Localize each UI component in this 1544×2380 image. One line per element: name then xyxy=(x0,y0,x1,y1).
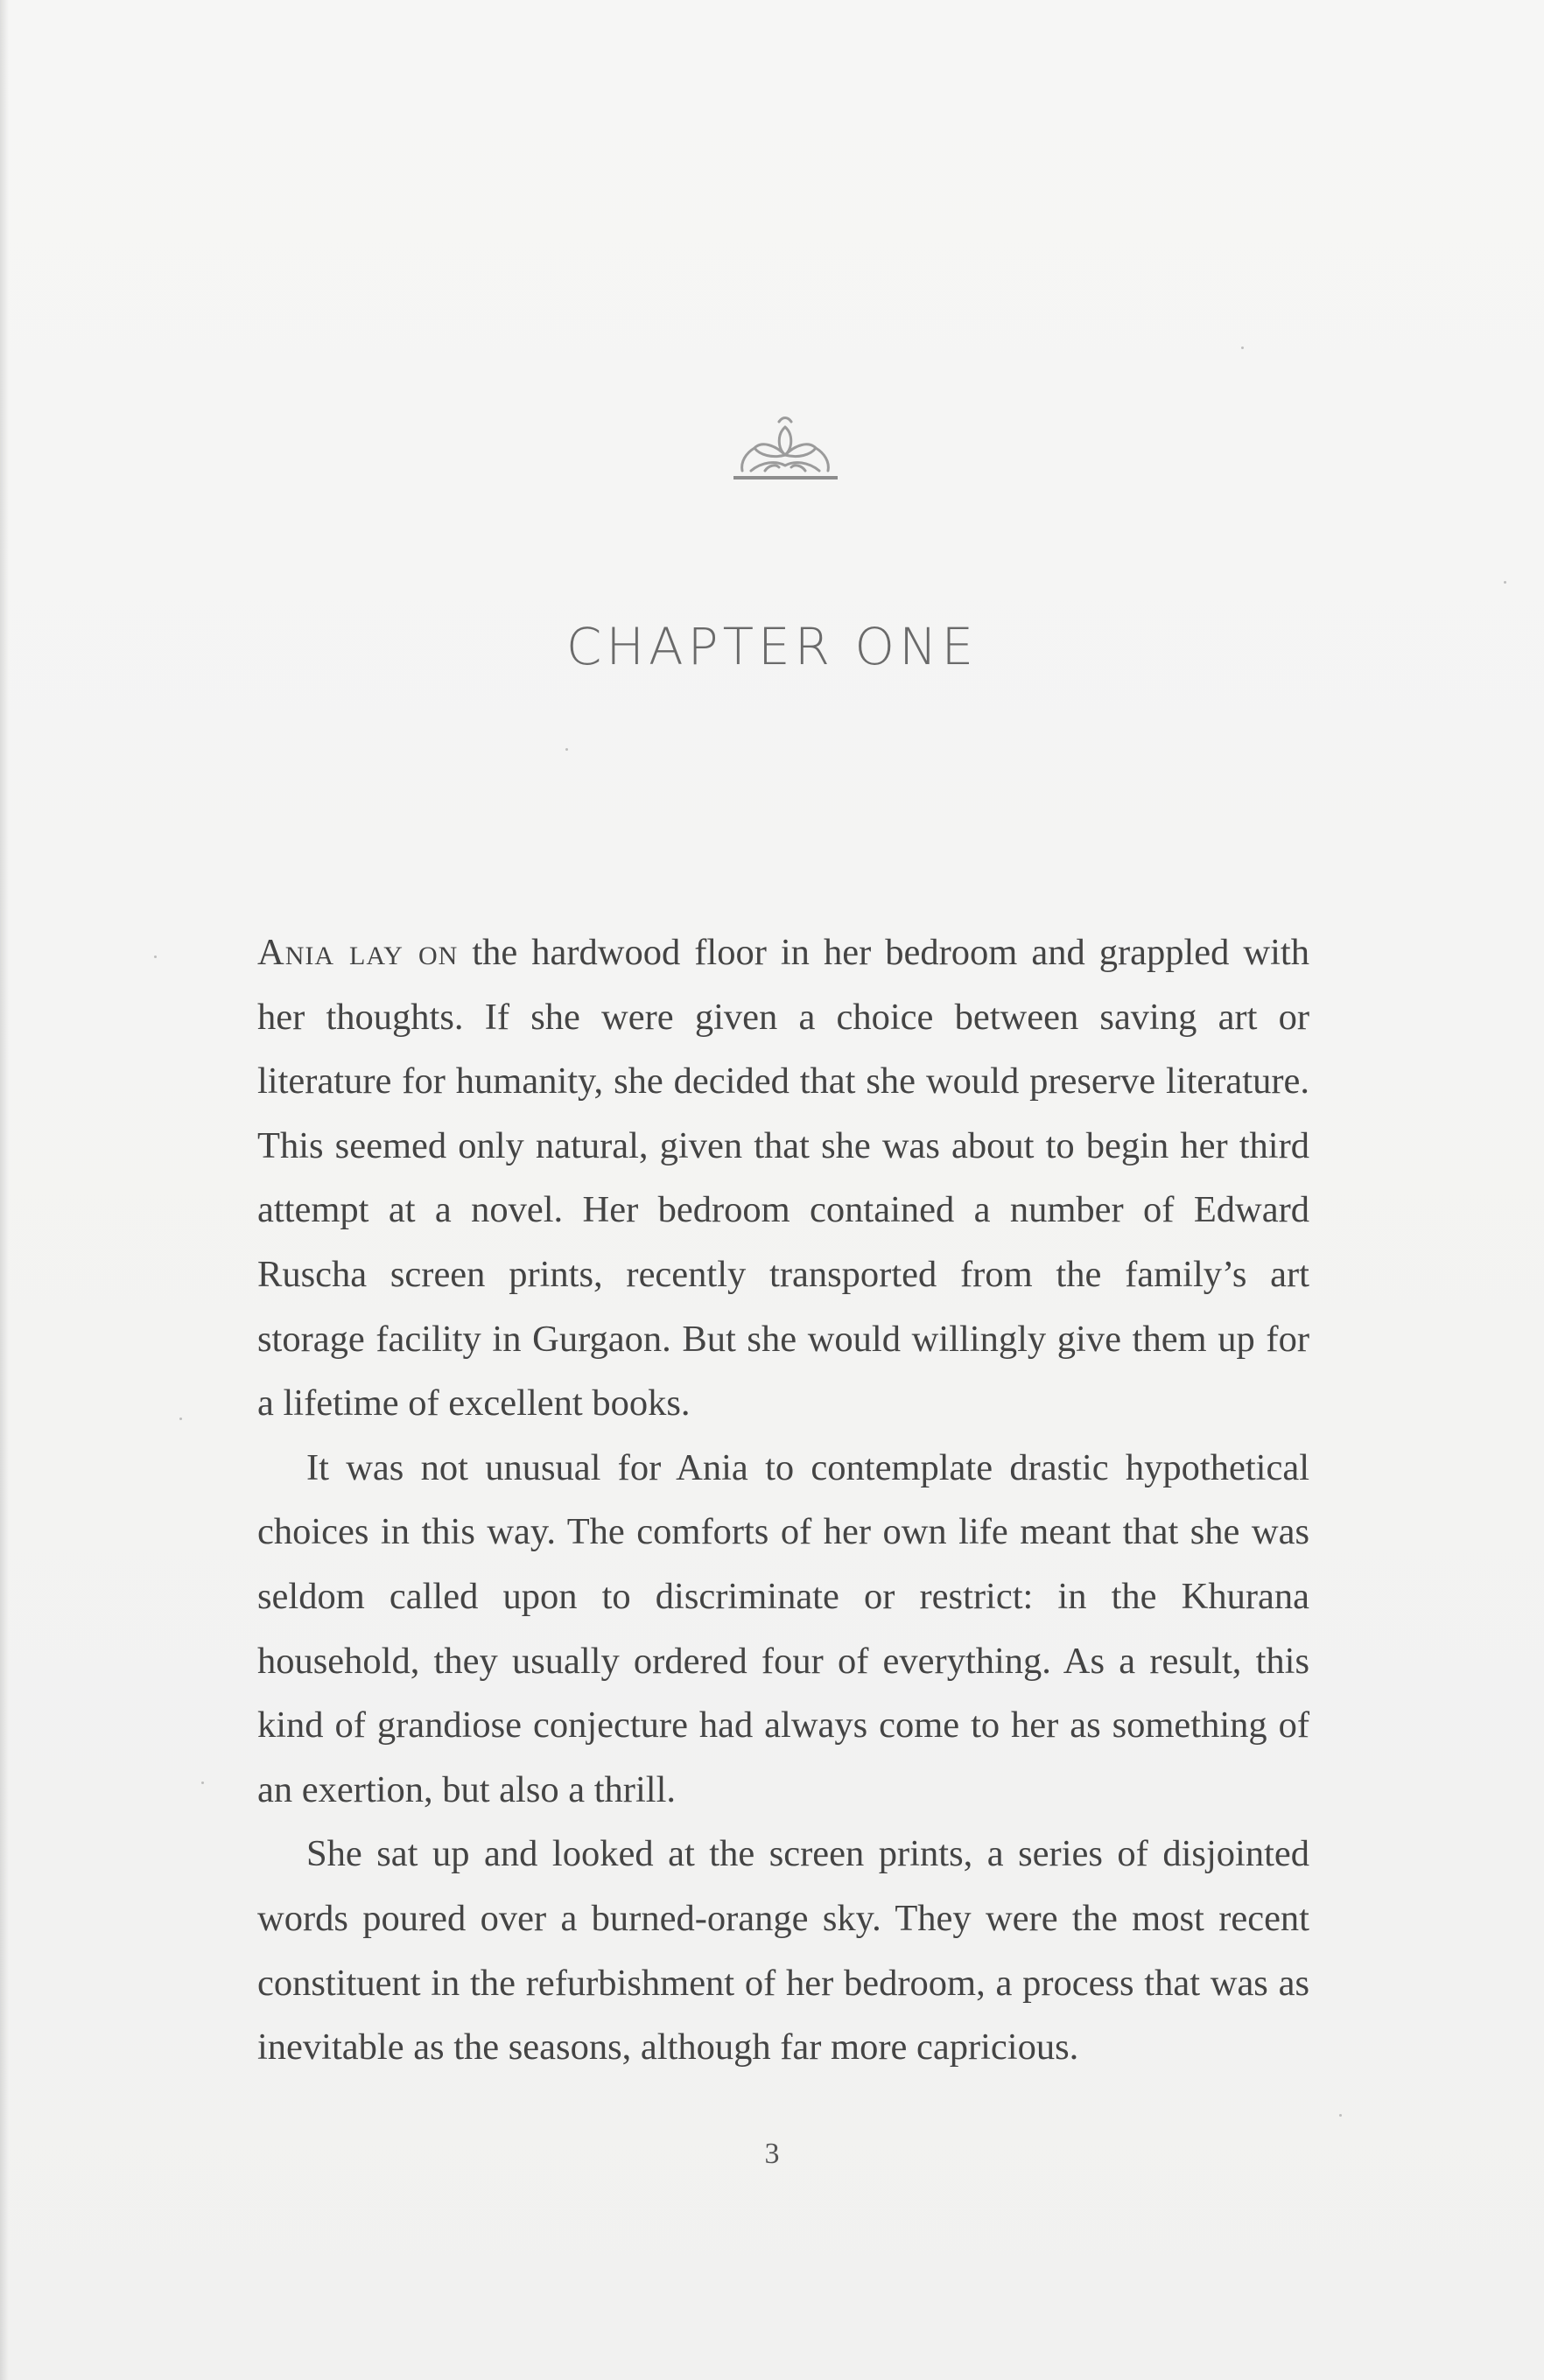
scan-speck xyxy=(1504,581,1506,584)
paragraph-1 xyxy=(257,920,1309,1436)
scan-speck xyxy=(154,956,157,958)
paragraph-3: She sat up and looked at the screen prints, a series of disjointed words poured over a burned-orange sky. They were the most recent constituent in the refurbishment of her bedroom, a process that was as inevitable as the seasons, although far more capricious. xyxy=(257,1833,1309,2068)
chapter-title: CHAPTER ONE xyxy=(565,617,979,676)
paragraph-1-text: the hardwood floor in her bedroom and grappled with her thoughts. If she were given a choice between saving art or literature for humanity, she decided that she would preserve literature. This seemed only natural, given that she was about to begin her third attempt at a novel. Her bedroom contained a number of Edward Ruscha screen prints, recently transported from the family’s art storage facility in Gurgaon. But she would willingly give them up for a lifetime of excellent books. xyxy=(257,932,1309,1424)
scan-speck xyxy=(179,1418,182,1420)
page-edge-shadow xyxy=(0,0,9,2380)
scan-speck xyxy=(565,748,568,751)
lead-in-smallcaps: Ania lay on xyxy=(257,932,459,973)
lotus-ornament-icon xyxy=(726,410,845,488)
scan-speck xyxy=(1241,346,1244,349)
page-number: 3 xyxy=(764,2138,780,2170)
chapter-body xyxy=(257,920,1309,2080)
scan-speck xyxy=(201,1782,204,1784)
paragraph-2: It was not unusual for Ania to contemplate drastic hypothetical choices in this way. The comforts of her own life meant that she was seldom called upon to discriminate or restrict: in the Khurana household, they usually ordered four of everything. As a result, this kind of grandiose conjecture had always come to her as something of an exertion, but also a thrill. xyxy=(257,1446,1309,1810)
scan-speck xyxy=(1339,2114,1342,2117)
